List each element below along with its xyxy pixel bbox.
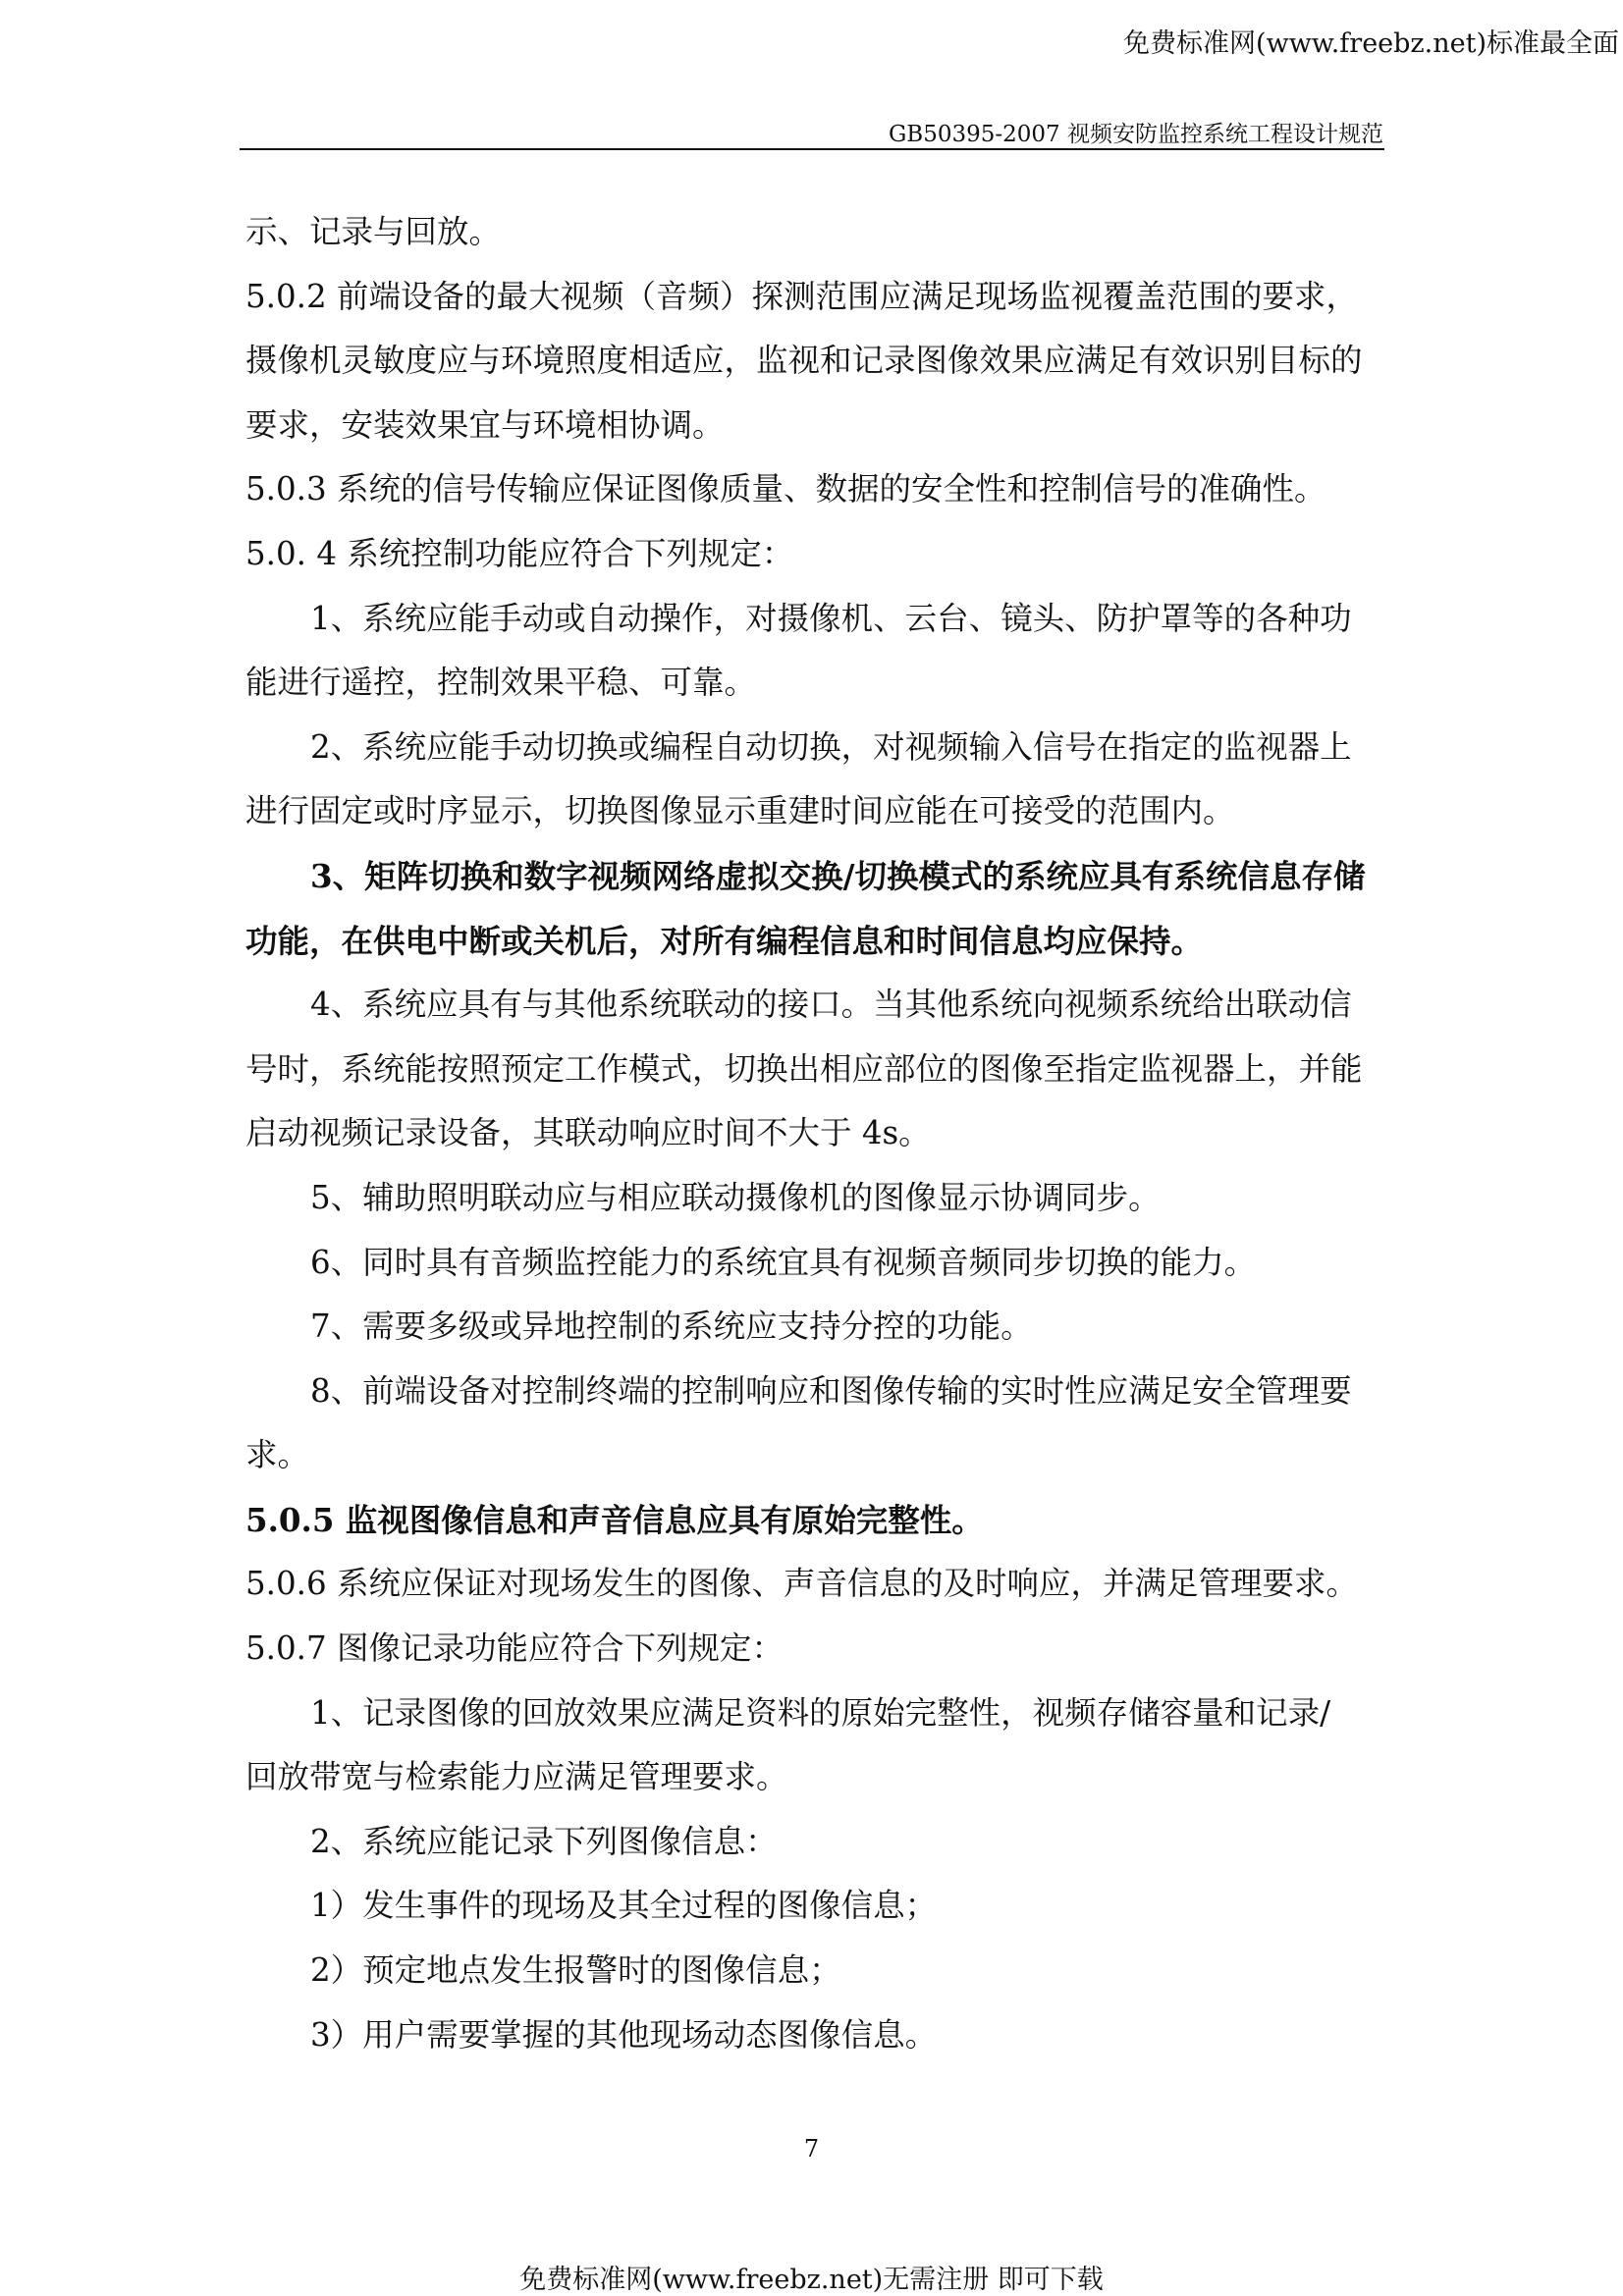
text-line: 3）用户需要掌握的其他现场动态图像信息。 [310,2015,938,2054]
text-line: 2、系统应能手动切换或编程自动切换，对视频输入信号在指定的监视器上 [310,727,1352,766]
text-line: 6、同时具有音频监控能力的系统宜具有视频音频同步切换的能力。 [310,1243,1257,1281]
text-line: 5.0.2 前端设备的最大视频（音频）探测范围应满足现场监视覆盖范围的要求， [245,277,1359,315]
text-line: 2）预定地点发生报警时的图像信息； [310,1951,841,1990]
text-line: 启动视频记录设备，其联动响应时间不大于 4s。 [245,1114,931,1152]
text-line: 5.0.7 图像记录功能应符合下列规定： [245,1629,784,1668]
watermark-bottom: 免费标准网(www.freebz.net)无需注册 即可下载 [519,2265,1104,2295]
text-line: 要求，安装效果宜与环境相协调。 [245,405,725,444]
text-line: 1、系统应能手动或自动操作，对摄像机、云台、镜头、防护罩等的各种功 [310,599,1352,637]
text-line: 5.0.6 系统应保证对现场发生的图像、声音信息的及时响应，并满足管理要求。 [245,1565,1359,1603]
text-line: 5.0.3 系统的信号传输应保证图像质量、数据的安全性和控制信号的准确性。 [245,470,1326,508]
running-header: GB50395-2007 视频安防监控系统工程设计规范 [888,122,1383,147]
text-line: 2、系统应能记录下列图像信息： [310,1822,778,1860]
text-line: 1、记录图像的回放效果应满足资料的原始完整性，视频存储容量和记录/ [310,1693,1331,1732]
header-rule [240,148,1384,150]
watermark-top: 免费标准网(www.freebz.net)标准最全面 [1123,28,1619,59]
text-line: 5、辅助照明联动应与相应联动摄像机的图像显示协调同步。 [310,1178,1161,1216]
text-line: 7、需要多级或异地控制的系统应支持分控的功能。 [310,1308,1033,1346]
body-text [245,200,1386,2067]
text-line: 功能，在供电中断或关机后，对所有编程信息和时间信息均应保持。 [245,921,1204,960]
text-line: 1）发生事件的现场及其全过程的图像信息； [310,1887,938,1925]
text-line: 能进行遥控，控制效果平稳、可靠。 [245,664,757,702]
page-number: 7 [803,2135,820,2163]
text-line: 进行固定或时序显示，切换图像显示重建时间应能在可接受的范围内。 [245,792,1235,830]
text-line: 回放带宽与检索能力应满足管理要求。 [245,1758,788,1796]
text-line: 示、记录与回放。 [245,213,502,250]
text-line: 8、前端设备对控制终端的控制响应和图像传输的实时性应满足安全管理要 [310,1371,1352,1410]
text-line: 号时，系统能按照预定工作模式，切换出相应部位的图像至指定监视器上，并能 [245,1049,1363,1088]
text-line: 摄像机灵敏度应与环境照度相适应，监视和记录图像效果应满足有效识别目标的 [245,342,1363,380]
text-line: 5.0. 4 系统控制功能应符合下列规定： [245,534,794,572]
text-line: 4、系统应具有与其他系统联动的接口。当其他系统向视频系统给出联动信 [310,986,1352,1024]
text-line: 3、矩阵切换和数字视频网络虚拟交换/切换模式的系统应具有系统信息存储 [310,856,1366,895]
text-line: 5.0.5 监视图像信息和声音信息应具有原始完整性。 [245,1500,984,1539]
text-line: 求。 [245,1436,310,1474]
